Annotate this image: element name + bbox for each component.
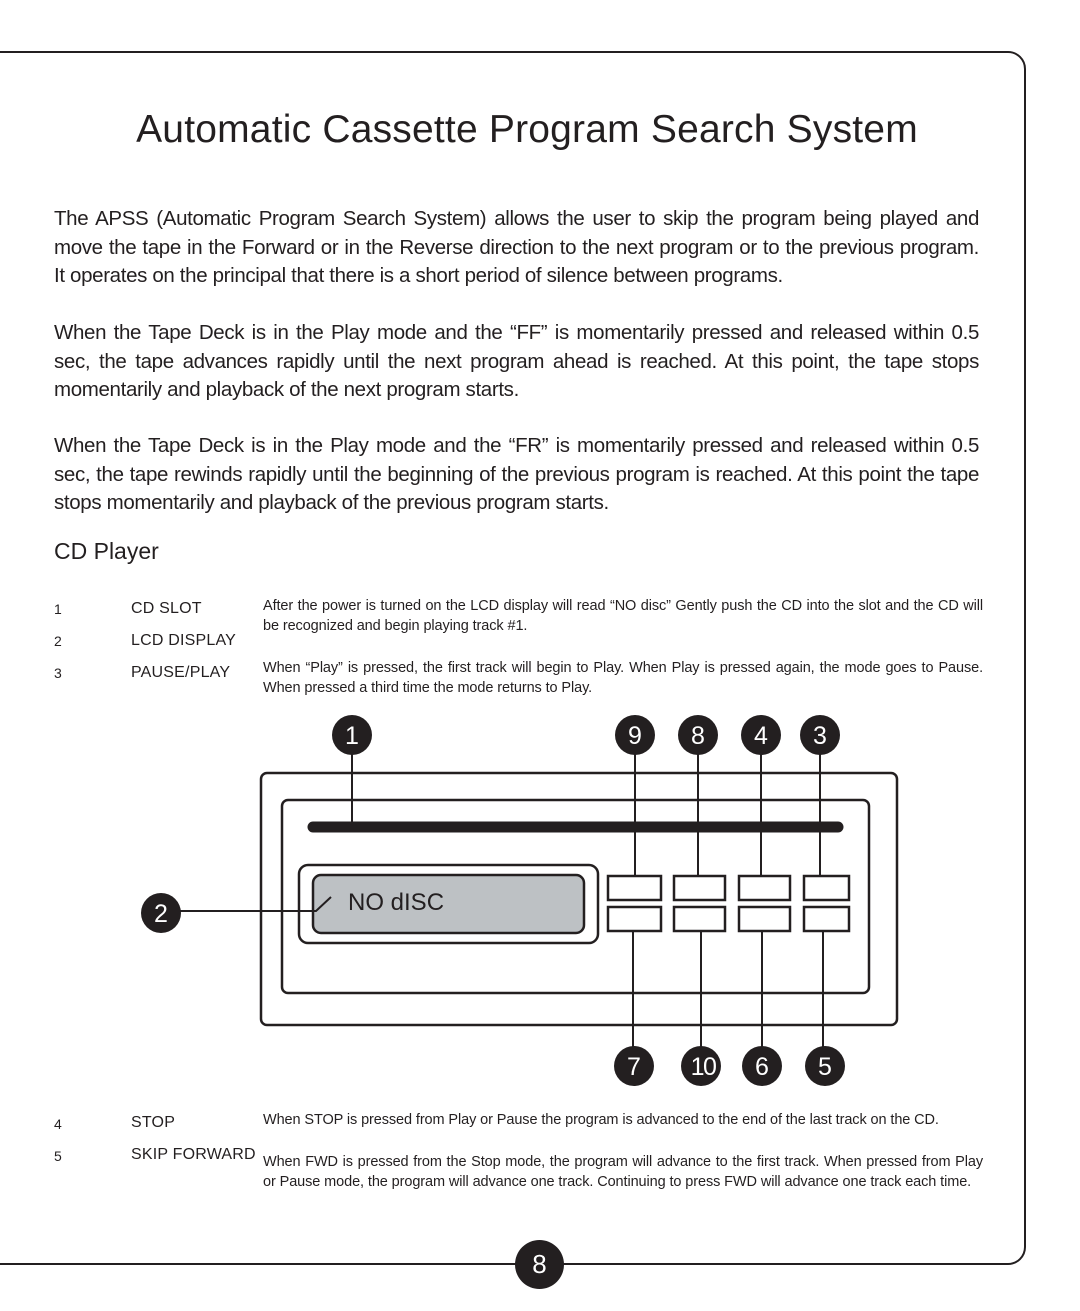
callout-number: 5 xyxy=(818,1053,832,1081)
cd-slot-description: After the power is turned on the LCD display will read “NO disc” Gently push the CD into the slot and the CD will be recognized and begin playing track #1. xyxy=(263,598,983,634)
callout-4 xyxy=(741,715,781,755)
callout-6 xyxy=(742,1046,782,1086)
callout-number: 1 xyxy=(345,722,359,750)
intro-paragraph: The APSS (Automatic Program Search System) allows the user to skip the program being played and move the tape in the Forward or in the Reverse direction to the next program or to the previous program. It operates on the principal that there is a short period of silence between programs. xyxy=(54,207,979,287)
callout-1 xyxy=(332,715,372,755)
section-title: CD Player xyxy=(54,538,159,564)
control-label-pause-play: PAUSE/PLAY xyxy=(131,664,231,681)
button-4-stop xyxy=(739,876,790,900)
button-10 xyxy=(674,907,725,931)
button-7 xyxy=(608,907,661,931)
callout-5 xyxy=(805,1046,845,1086)
control-number: 3 xyxy=(54,665,62,681)
control-label-cd-slot: CD SLOT xyxy=(131,600,202,617)
callout-number: 10 xyxy=(690,1053,716,1081)
page-number: 8 xyxy=(515,1240,564,1289)
callout-number: 9 xyxy=(628,722,642,750)
button-6 xyxy=(739,907,790,931)
control-label-lcd-display: LCD DISPLAY xyxy=(131,632,237,649)
skip-forward-description: When FWD is pressed from the Stop mode, the program will advance to the first track. When pressed from Play or Pause mode, the program will advance one track. Continuing to press FWD will advance one track each time. xyxy=(263,1154,983,1190)
leader-line xyxy=(180,897,331,911)
stop-description: When STOP is pressed from Play or Pause the program is advanced to the end of the last track on the CD. xyxy=(263,1112,939,1128)
fr-paragraph: When the Tape Deck is in the Play mode and the “FR” is momentarily pressed and released within 0.5 sec, the tape rewinds rapidly until the beginning of the previous program is reached. At this point the tape stops momentarily and playback of the previous program starts. xyxy=(54,434,979,514)
callout-number: 7 xyxy=(627,1053,641,1081)
callout-10 xyxy=(681,1046,721,1086)
control-number: 1 xyxy=(54,601,62,617)
callout-3 xyxy=(800,715,840,755)
callout-number: 2 xyxy=(154,900,168,928)
button-3-pause-play xyxy=(804,876,849,900)
control-number: 4 xyxy=(54,1116,62,1132)
pause-play-description: When “Play” is pressed, the first track will begin to Play. When Play is pressed again, the mode goes to Pause. When pressed a third time the mode returns to Play. xyxy=(263,660,983,696)
callout-9 xyxy=(615,715,655,755)
control-number: 5 xyxy=(54,1148,62,1164)
callout-number: 6 xyxy=(755,1053,769,1081)
ff-paragraph: When the Tape Deck is in the Play mode and the “FF” is momentarily pressed and released within 0.5 sec, the tape advances rapidly until the next program ahead is reached. At this point, the tape stops momentarily and playback of the next program starts. xyxy=(54,321,979,401)
control-label-skip-forward: SKIP FORWARD xyxy=(131,1146,256,1163)
callout-number: 4 xyxy=(754,722,768,750)
button-9 xyxy=(608,876,661,900)
callout-7 xyxy=(614,1046,654,1086)
control-number: 2 xyxy=(54,633,62,649)
callout-2 xyxy=(141,893,181,933)
lcd-text: NO dISC xyxy=(348,889,445,916)
button-5-skip-forward xyxy=(804,907,849,931)
callout-number: 8 xyxy=(691,722,705,750)
button-8 xyxy=(674,876,725,900)
page-title: Automatic Cassette Program Search System xyxy=(136,108,918,151)
callout-number: 3 xyxy=(813,722,827,750)
control-label-stop: STOP xyxy=(131,1114,176,1131)
callout-8 xyxy=(678,715,718,755)
